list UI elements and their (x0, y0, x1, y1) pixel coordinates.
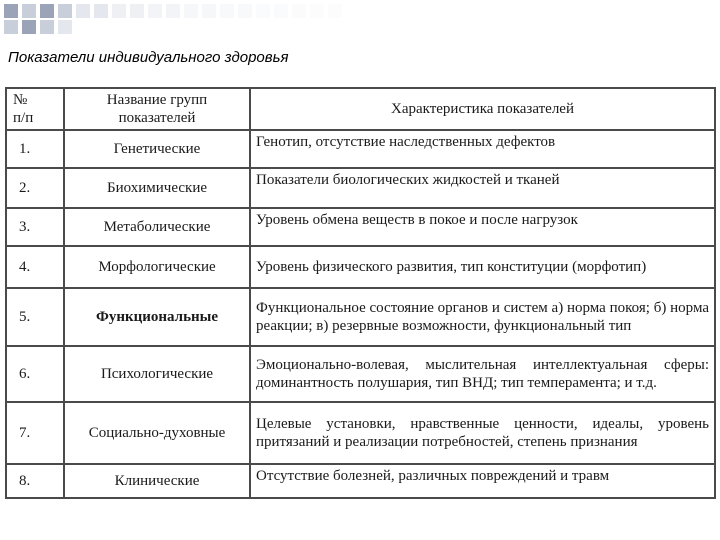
deco-square (274, 4, 288, 18)
row-num: 1. (6, 130, 64, 168)
deco-square (184, 4, 198, 18)
deco-square (58, 20, 72, 34)
header-num-line1: № (13, 92, 28, 108)
table-row (6, 464, 715, 498)
health-indicators-table (5, 87, 716, 499)
deco-square (22, 4, 36, 18)
deco-square (220, 4, 234, 18)
row-name: Социально-духовные (64, 402, 250, 464)
row-name: Психологические (64, 346, 250, 402)
deco-square (58, 4, 72, 18)
deco-square (40, 20, 54, 34)
row-name: Генетические (64, 130, 250, 168)
deco-square (130, 4, 144, 18)
header-num (6, 88, 64, 130)
row-desc: Уровень обмена веществ в покое и после нагрузок (250, 208, 715, 246)
deco-square (202, 4, 216, 18)
row-desc: Функциональное состояние органов и систем а) норма покоя; б) норма реакции; в) резервные возможности, функциональный тип (250, 288, 715, 346)
page-title: Показатели индивидуального здоровья (8, 49, 289, 66)
row-name: Клинические (64, 464, 250, 498)
table-row (6, 288, 715, 346)
table-row (6, 168, 715, 208)
row-name: Морфологические (64, 246, 250, 288)
row-num: 5. (6, 288, 64, 346)
row-name: Функциональные (64, 288, 250, 346)
deco-square (40, 4, 54, 18)
row-name: Биохимические (64, 168, 250, 208)
table-header-row (6, 88, 715, 130)
row-desc: Генотип, отсутствие наследственных дефектов (250, 130, 715, 168)
table-row (6, 208, 715, 246)
deco-square (4, 20, 18, 34)
row-desc: Отсутствие болезней, различных повреждений и травм (250, 464, 715, 498)
table-row (6, 402, 715, 464)
deco-square (256, 4, 270, 18)
header-name-line2: показателей (118, 110, 196, 126)
deco-square (4, 4, 18, 18)
deco-square (76, 4, 90, 18)
table-row (6, 346, 715, 402)
row-num: 6. (6, 346, 64, 402)
row-desc: Показатели биологических жидкостей и тканей (250, 168, 715, 208)
row-desc: Эмоционально-волевая, мыслительная интеллектуальная сферы: доминантность полушария, тип ВНД; тип темперамента; и т.д. (250, 346, 715, 402)
table-row (6, 130, 715, 168)
deco-square (148, 4, 162, 18)
row-num: 8. (6, 464, 64, 498)
header-name-line1: Название групп (106, 92, 208, 108)
deco-square (328, 4, 342, 18)
deco-square (292, 4, 306, 18)
table-row (6, 246, 715, 288)
row-num: 7. (6, 402, 64, 464)
deco-square (238, 4, 252, 18)
deco-square (94, 4, 108, 18)
row-num: 3. (6, 208, 64, 246)
header-name (64, 88, 250, 130)
decorative-checker-strip (0, 0, 720, 36)
row-desc: Целевые установки, нравственные ценности, идеалы, уровень притязаний и реализации потребностей, степень признания (250, 402, 715, 464)
deco-square (166, 4, 180, 18)
row-num: 2. (6, 168, 64, 208)
header-num-line2: п/п (13, 110, 34, 126)
row-desc: Уровень физического развития, тип конституции (морфотип) (250, 246, 715, 288)
row-name: Метаболические (64, 208, 250, 246)
row-num: 4. (6, 246, 64, 288)
deco-square (310, 4, 324, 18)
deco-square (112, 4, 126, 18)
deco-square (22, 20, 36, 34)
header-desc: Характеристика показателей (250, 88, 715, 130)
